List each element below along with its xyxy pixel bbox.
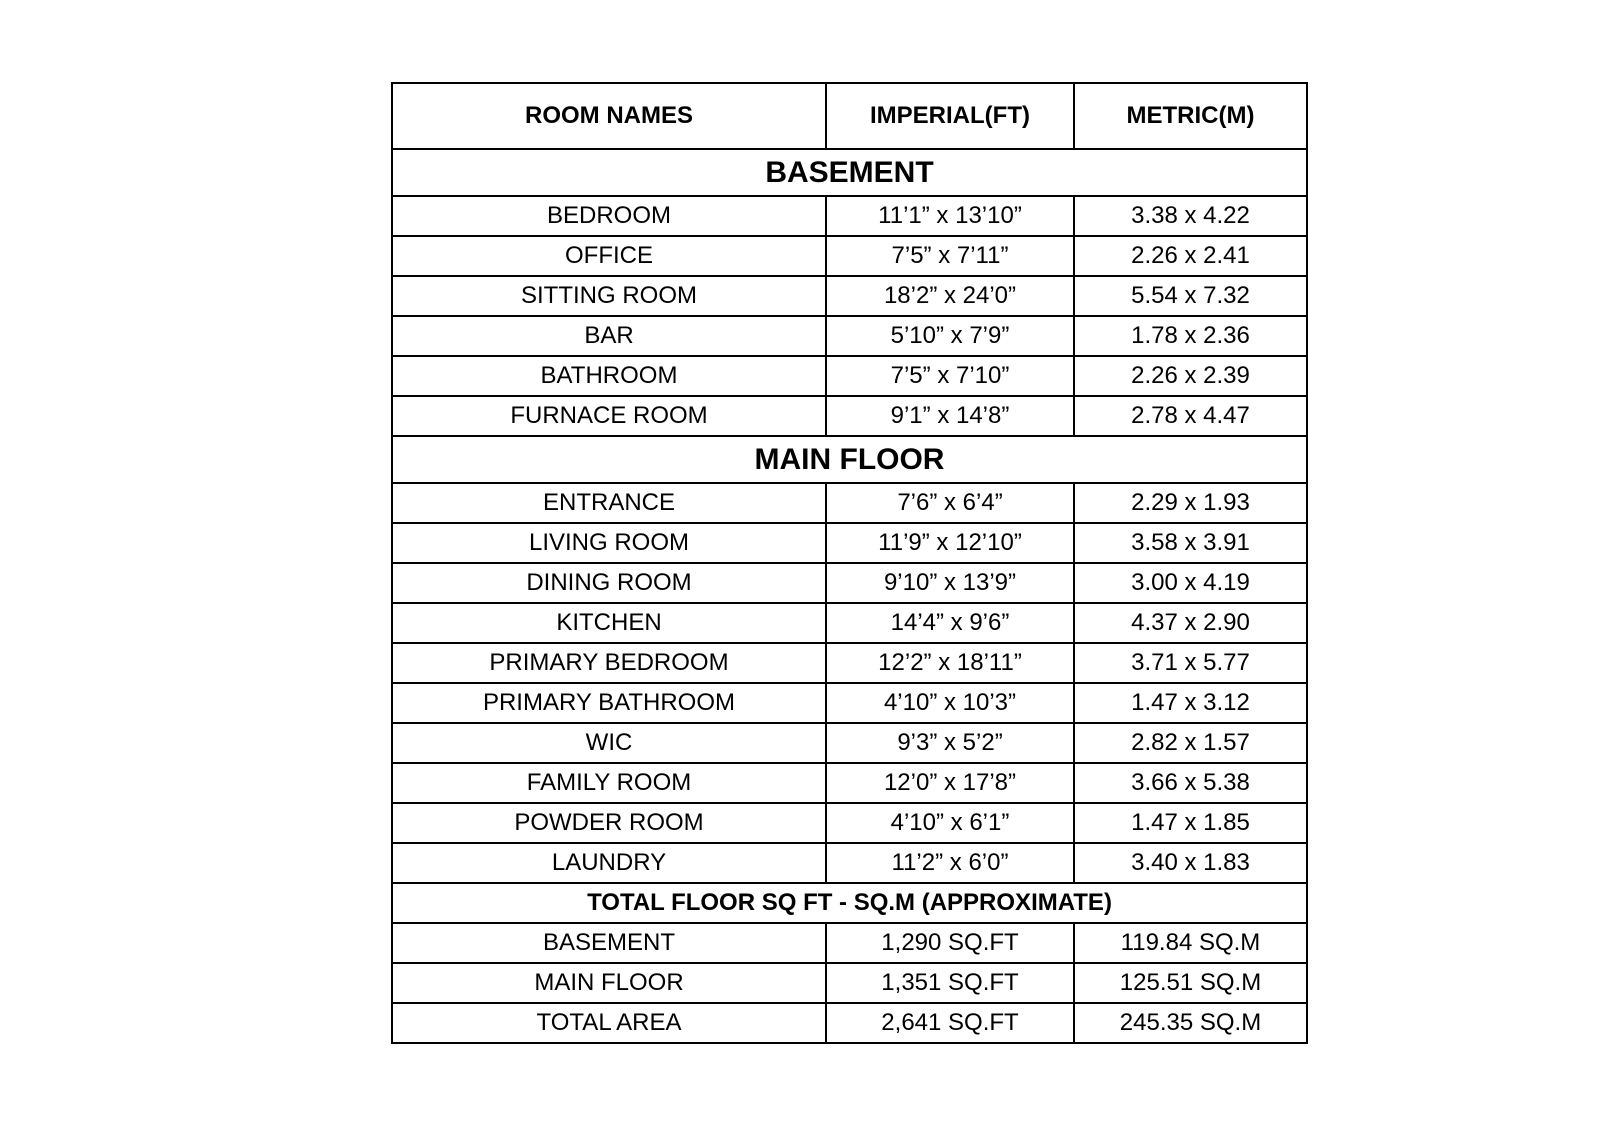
- room-name-cell: KITCHEN: [392, 603, 826, 643]
- metric-cell: 1.78 x 2.36: [1074, 316, 1307, 356]
- metric-cell: 2.29 x 1.93: [1074, 483, 1307, 523]
- imperial-cell: 9’1” x 14’8”: [826, 396, 1074, 436]
- metric-cell: 3.58 x 3.91: [1074, 523, 1307, 563]
- room-name-cell: PRIMARY BATHROOM: [392, 683, 826, 723]
- metric-cell: 4.37 x 2.90: [1074, 603, 1307, 643]
- table-row: [392, 1003, 1307, 1043]
- room-name-cell: LAUNDRY: [392, 843, 826, 883]
- table-row: [392, 723, 1307, 763]
- table-row: [392, 563, 1307, 603]
- imperial-cell: 7’5” x 7’10”: [826, 356, 1074, 396]
- table-row: [392, 683, 1307, 723]
- metric-cell: 3.40 x 1.83: [1074, 843, 1307, 883]
- table-row: [392, 236, 1307, 276]
- header-room-names: ROOM NAMES: [392, 83, 826, 149]
- metric-cell: 3.00 x 4.19: [1074, 563, 1307, 603]
- metric-cell: 245.35 SQ.M: [1074, 1003, 1307, 1043]
- room-name-cell: DINING ROOM: [392, 563, 826, 603]
- room-name-cell: POWDER ROOM: [392, 803, 826, 843]
- table-row: [392, 396, 1307, 436]
- imperial-cell: 5’10” x 7’9”: [826, 316, 1074, 356]
- room-name-cell: LIVING ROOM: [392, 523, 826, 563]
- imperial-cell: 14’4” x 9’6”: [826, 603, 1074, 643]
- room-name-cell: BATHROOM: [392, 356, 826, 396]
- imperial-cell: 11’2” x 6’0”: [826, 843, 1074, 883]
- table-row: [392, 643, 1307, 683]
- room-name-cell: TOTAL AREA: [392, 1003, 826, 1043]
- main-floor-section-header: [392, 436, 1307, 483]
- metric-cell: 2.78 x 4.47: [1074, 396, 1307, 436]
- basement-section-title: BASEMENT: [392, 149, 1307, 196]
- room-name-cell: FAMILY ROOM: [392, 763, 826, 803]
- table-row: [392, 316, 1307, 356]
- room-name-cell: BAR: [392, 316, 826, 356]
- metric-cell: 2.26 x 2.39: [1074, 356, 1307, 396]
- room-name-cell: MAIN FLOOR: [392, 963, 826, 1003]
- table-row: [392, 483, 1307, 523]
- imperial-cell: 7’6” x 6’4”: [826, 483, 1074, 523]
- room-name-cell: FURNACE ROOM: [392, 396, 826, 436]
- imperial-cell: 11’1” x 13’10”: [826, 196, 1074, 236]
- metric-cell: 125.51 SQ.M: [1074, 963, 1307, 1003]
- table-row: [392, 196, 1307, 236]
- table-row: [392, 603, 1307, 643]
- table-header-row: [392, 83, 1307, 149]
- imperial-cell: 18’2” x 24’0”: [826, 276, 1074, 316]
- imperial-cell: 4’10” x 6’1”: [826, 803, 1074, 843]
- room-name-cell: ENTRANCE: [392, 483, 826, 523]
- table-row: [392, 923, 1307, 963]
- main-floor-section-title: MAIN FLOOR: [392, 436, 1307, 483]
- imperial-cell: 9’3” x 5’2”: [826, 723, 1074, 763]
- room-dimensions-table: [391, 82, 1308, 1044]
- imperial-cell: 12’0” x 17’8”: [826, 763, 1074, 803]
- room-name-cell: SITTING ROOM: [392, 276, 826, 316]
- metric-cell: 3.38 x 4.22: [1074, 196, 1307, 236]
- room-name-cell: WIC: [392, 723, 826, 763]
- metric-cell: 119.84 SQ.M: [1074, 923, 1307, 963]
- table-row: [392, 523, 1307, 563]
- room-name-cell: BASEMENT: [392, 923, 826, 963]
- imperial-cell: 9’10” x 13’9”: [826, 563, 1074, 603]
- imperial-cell: 4’10” x 10’3”: [826, 683, 1074, 723]
- totals-section-title: TOTAL FLOOR SQ FT - SQ.M (APPROXIMATE): [392, 883, 1307, 923]
- imperial-cell: 7’5” x 7’11”: [826, 236, 1074, 276]
- table-row: [392, 356, 1307, 396]
- basement-section-header: [392, 149, 1307, 196]
- table-row: [392, 843, 1307, 883]
- table-row: [392, 276, 1307, 316]
- metric-cell: 3.71 x 5.77: [1074, 643, 1307, 683]
- imperial-cell: 1,351 SQ.FT: [826, 963, 1074, 1003]
- header-metric: METRIC(M): [1074, 83, 1307, 149]
- metric-cell: 1.47 x 3.12: [1074, 683, 1307, 723]
- imperial-cell: 12’2” x 18’11”: [826, 643, 1074, 683]
- metric-cell: 2.26 x 2.41: [1074, 236, 1307, 276]
- room-name-cell: OFFICE: [392, 236, 826, 276]
- metric-cell: 2.82 x 1.57: [1074, 723, 1307, 763]
- room-name-cell: PRIMARY BEDROOM: [392, 643, 826, 683]
- table-row: [392, 803, 1307, 843]
- room-name-cell: BEDROOM: [392, 196, 826, 236]
- totals-section-header: [392, 883, 1307, 923]
- imperial-cell: 11’9” x 12’10”: [826, 523, 1074, 563]
- table-row: [392, 763, 1307, 803]
- header-imperial: IMPERIAL(FT): [826, 83, 1074, 149]
- imperial-cell: 1,290 SQ.FT: [826, 923, 1074, 963]
- table-row: [392, 963, 1307, 1003]
- metric-cell: 3.66 x 5.38: [1074, 763, 1307, 803]
- metric-cell: 5.54 x 7.32: [1074, 276, 1307, 316]
- imperial-cell: 2,641 SQ.FT: [826, 1003, 1074, 1043]
- metric-cell: 1.47 x 1.85: [1074, 803, 1307, 843]
